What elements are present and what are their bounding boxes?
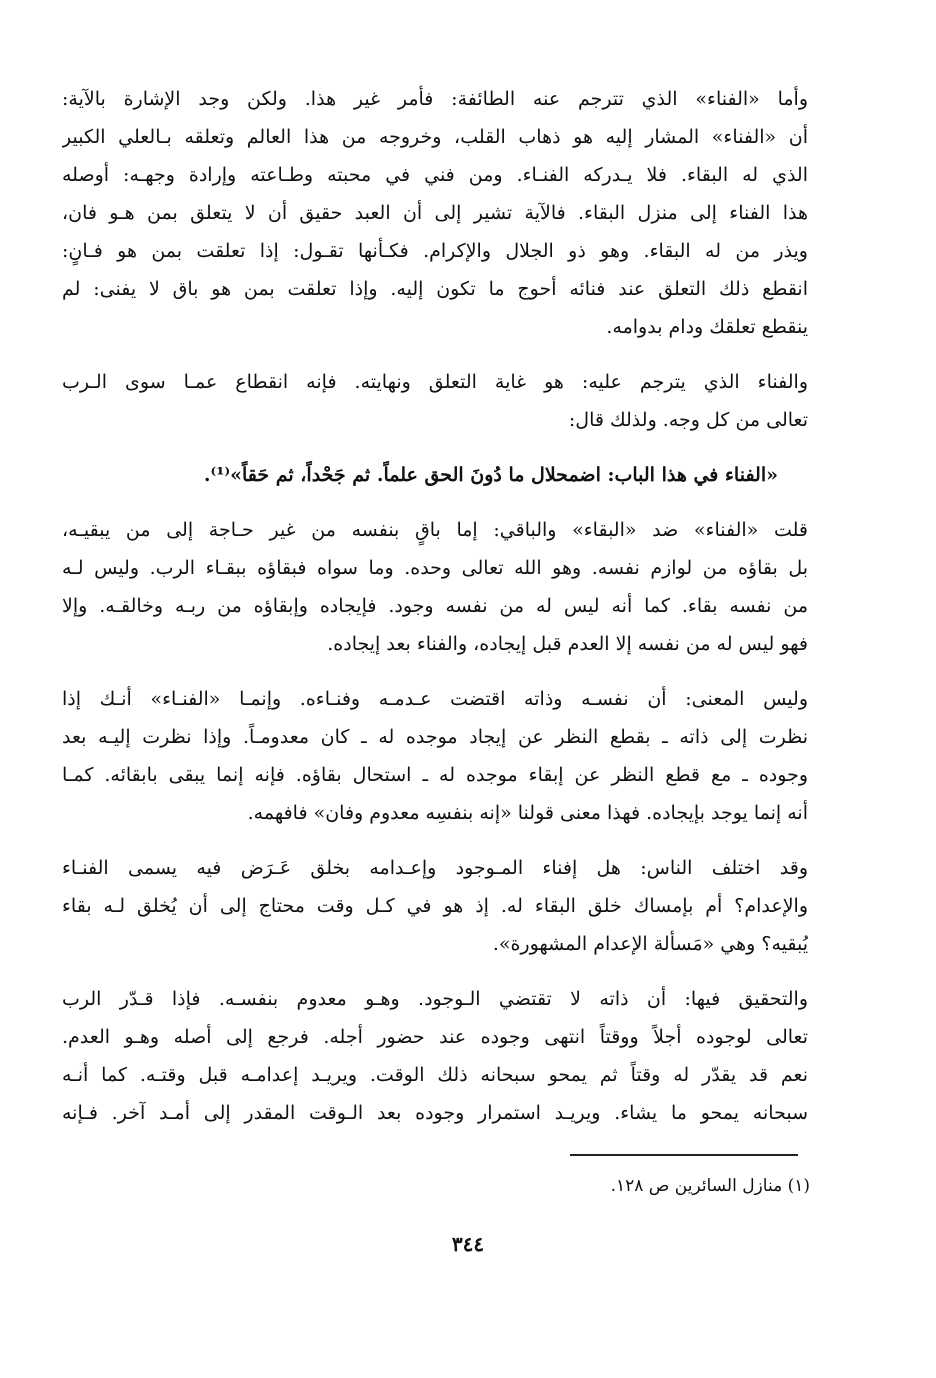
- text-line: وجوده ـ مع قطع النظر عن إبقاء موجده له ـ استحال بقاؤه. فإنه إنما يبقى بابقائه. كمـا: [62, 764, 808, 786]
- text-line: ينقطع تعلقك ودام بدوامه.: [606, 316, 808, 338]
- paragraph-6: [62, 980, 808, 1132]
- text-line: هذا الفناء إلى منزل البقاء. فالآية تشير إلى أن العبد حقيق أن لا يتعلق بمن هـو فان،: [62, 202, 808, 224]
- text-line: بل بقاؤه من لوازم نفسه. وهو الله تعالى وحده. وما سواه فبقاؤه ببقـاء الرب. وليس لـه: [62, 557, 808, 579]
- page-number: ٣٤٤: [451, 1232, 485, 1256]
- text-line: نظرت إلى ذاته ـ بقطع النظر عن إيجاد موجده له ـ كان معدومـاً. وإذا نظرت إليـه بعد: [62, 726, 808, 748]
- text-line: نعم قد يقدّر له وقتاً ثم يمحو سبحانه ذلك الوقت. ويريـد إعدامـه قبل وقتـه. كما أنـه: [62, 1064, 808, 1086]
- text-line: قلت «الفناء» ضد «البقاء» والباقي: إما باقٍ بنفسه من غير حـاجة إلى من يبقيـه،: [62, 519, 808, 541]
- text-line: أنه إنما يوجد بإيجاده. فهذا معنى قولنا «إنه بنفسِه معدوم وفان» فافهمه.: [247, 802, 808, 824]
- text-line: يُبقيه؟ وهي «مَسألة الإعدام المشهورة».: [492, 933, 808, 955]
- page-body: [62, 80, 808, 1149]
- quote-paragraph: [62, 456, 808, 494]
- text-line: انقطع ذلك التعلق عند فنائه أحوج ما تكون إليه. وإذا تعلقت بمن هو باق لا يفنى: لم: [62, 278, 808, 300]
- text-line: تعالى من كل وجه. ولذلك قال:: [568, 409, 808, 431]
- paragraph-1: [62, 80, 808, 346]
- footnote-divider: [570, 1154, 798, 1156]
- text-line: الذي له البقاء. فلا يـدركه الفنـاء. ومن فني في محبته وطـاعته وإرادة وجهـه: أوصله: [62, 164, 808, 186]
- text-line: وأما «الفناء» الذي تترجم عنه الطائفة: فأمر غير هذا. ولكن وجد الإشارة بالآية:: [62, 88, 808, 110]
- text-line: أن «الفناء» المشار إليه هو ذهاب القلب، وخروجه من هذا العالم وتعلقه بـالعلي الكبير: [62, 126, 808, 148]
- paragraph-2: [62, 363, 808, 439]
- paragraph-5: [62, 849, 808, 963]
- quote-line: «الفناء في هذا الباب: اضمحلال ما دُونَ الحق علماً. ثم جَحْداً، ثم حَقاً»⁽¹⁾.: [203, 464, 778, 486]
- text-line: وليس المعنى: أن نفسـه وذاته اقتضت عـدمـه وفنـاءه. وإنمـا «الفنـاء» أنـك إذا: [62, 688, 808, 710]
- footnote: (١) منازل السائرين ص ١٢٨.: [610, 1176, 810, 1196]
- text-line: تعالى لوجوده أجلاً ووقتاً انتهى وجوده عند حضور أجله. فرجع إلى أصله وهـو العدم.: [62, 1026, 808, 1048]
- paragraph-3: [62, 511, 808, 663]
- text-line: ويذر من له البقاء. وهو ذو الجلال والإكرام. فكـأنها تقـول: إذا تعلقت بمن هو فـانٍ:: [62, 240, 808, 262]
- text-line: وقد اختلف الناس: هل إفناء المـوجود وإعـدامه بخلق عَـرَض فيه يسمى الفنـاء: [62, 857, 808, 879]
- text-line: سبحانه يمحو ما يشاء. ويريـد استمرار وجوده بعد الـوقت المقدر إلى أمـد آخر. فـإنه: [62, 1102, 808, 1124]
- text-line: والفناء الذي يترجم عليه: هو غاية التعلق ونهايته. فإنه انقطاع عمـا سوى الـرب: [62, 371, 808, 393]
- text-line: فهو ليس له من نفسه إلا العدم قبل إيجاده، والفناء بعد إيجاده.: [327, 633, 808, 655]
- text-line: والتحقيق فيها: أن ذاته لا تقتضي الـوجود. وهـو معدوم بنفسـه. فإذا قـدّر الرب: [62, 988, 808, 1010]
- text-line: والإعدام؟ أم بإمساك خلق البقاء له. إذ هو في كـل وقت محتاج إلى أن يُخلق لـه بقاء: [62, 895, 808, 917]
- text-line: من نفسه بقاء. كما أنه ليس له من نفسه وجود. فإيجاده وإبقاؤه من ربـه وخالقـه. وإلا: [62, 595, 808, 617]
- paragraph-4: [62, 680, 808, 832]
